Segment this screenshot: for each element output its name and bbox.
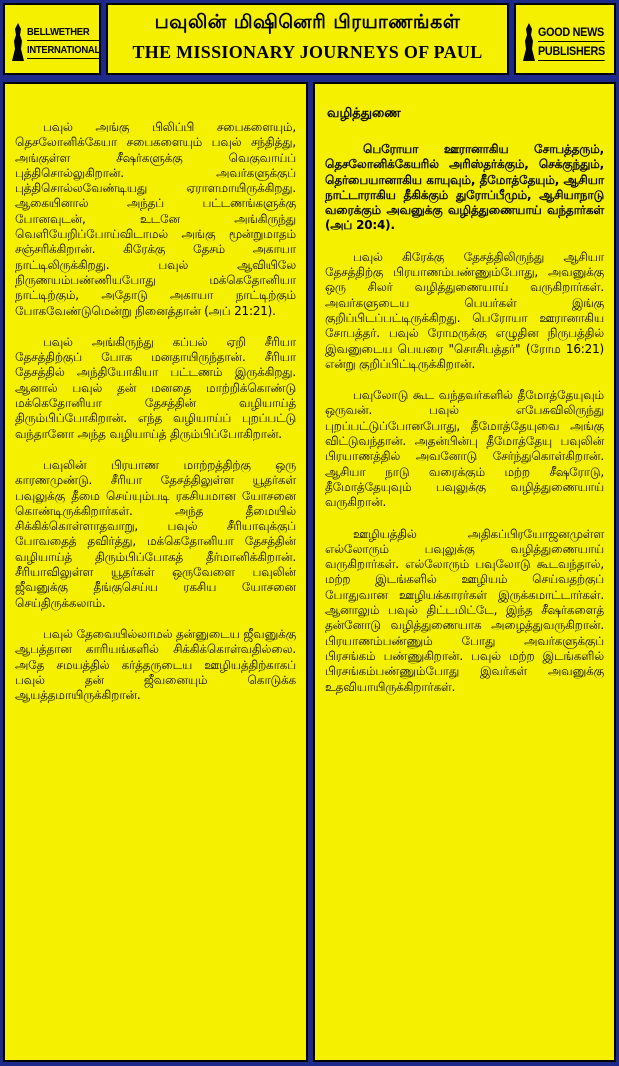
left-paragraph: பவுல் தேவையில்லாமல் தன்னுடைய ஜீவனுக்கு ஆபத்தான காரியங்களில் சிக்கிக்கொள்வதில்லை. அதே சமயத்தில் கர்த்தருடைய ஊழியத்திற்காகப் பவுல் தன் ஜீவனையும் கொடுக்க ஆயத்தமாயிருக்கிறான்.	[15, 626, 296, 703]
bellwether-mark-icon	[11, 21, 25, 63]
left-column	[3, 82, 308, 1062]
logo-left-line1: BELLWETHER	[27, 25, 100, 41]
logo-right-line2: PUBLISHERS	[538, 44, 605, 61]
right-column	[313, 82, 616, 1062]
title-tamil: பவுலின் மிஷினெரி பிரயாணங்கள்	[154, 11, 461, 33]
scripture-quote: பெரோயா ஊரானாகிய சோபத்தரும், தெசலோனிக்கேயரில் அரிஸ்தர்க்கும், செக்குந்தும், தெர்பையானாகிய காயுவும், தீமோத்தேயும், ஆசியா நாட்டாராகிய தீகிக்கும் துரோப்பீமும், ஆசியாநாடு வரைக்கும் அவனுக்கு வழித்துணையாய் வந்தார்கள் (அப் 20:4).	[325, 142, 604, 233]
left-paragraph: பவுல் அங்கு பிலிப்பி சபைகளையும், தெசலோனிக்கேயா சபைகளையும் பவுல் சந்தித்து, அங்குள்ள சீஷர்களுக்கு வெகுவாய்ப் புத்திசொல்லுகிறான். அவர்களுக்குப் புத்திசொல்லவேண்டியது ஏராளமாயிருக்கிறது. ஆகையினால் அந்தப் பட்டணங்களுக்கு போனவுடன், உடனே அங்கிருந்து வெளியேறிப்போய்விடாமல் அங்கு மூன்றுமாதம் சஞ்சரிக்கிறான். கிரேக்கு தேசம் அகாயா நாட்டிலிருக்கிறது. பவுல் ஆவியிலே நிருணயம்பண்ணியபோது மக்கெதோனியா நாட்டிற்கும், அதோடு அகாயா நாட்டிற்கும் போகவேண்டுமென்று நினைத்தான் (அப் 21:21).	[15, 120, 296, 318]
right-paragraph: ஊழியத்தில் அதிகப்பிரயோஜனமுள்ள எல்லோரும் பவுலுக்கு வழித்துணையாய் வருகிறார்கள். எல்லோரும் பவுலோடு கூடவந்தால், மற்ற இடங்களில் ஊழியம் செய்வதற்குப் போதுவான ஊழியக்காரர்கள் இருக்கமாட்டார்கள். ஆனாலும் பவுல் திட்டமிட்டே, இந்த சீஷர்களைத் தன்னோடு வழித்துணையாக அழைத்துவருகிறான். பிரயாணம்பண்ணும் போது அவர்களுக்குப் பிரசங்கம் பண்ணுகிறான். பவுல் மற்ற இடங்களில் பிரசங்கம்பண்ணும்போது இவர்கள் அவனுக்கு உதவியாயிருக்கிறார்கள்.	[325, 526, 604, 694]
logo-right-line1: GOOD NEWS	[538, 25, 605, 42]
right-paragraph: பவுல் கிரேக்கு தேசத்திலிருந்து ஆசியா தேசத்திற்கு பிரயாணம்பண்ணும்போது, அவனுக்கு ஒரு சிலர் வழித்துணையாய் வருகிறார்கள். அவர்களுடைய பெயர்கள் இங்கு குறிப்பிடப்பட்டிருக்கிறது. பெரோயா ஊரானாகிய சோபத்தர். பவுல் ரோமருக்கு எழுதின நிருபத்தில் இவனுடைய பெயரை "சொசிபத்தர்" (ரோம 16:21) என்று குறிப்பிட்டிருக்கிறான்.	[325, 249, 604, 371]
good-news-logo	[514, 3, 616, 75]
section-heading: வழித்துணை	[327, 106, 401, 121]
bellwether-logo	[3, 3, 101, 75]
right-paragraph: பவுலோடு கூட வந்தவர்களில் தீமோத்தேயுவும் ஒருவன். பவுல் எபேசுவிலிருந்து புறப்பட்டுப்போனபோது, தீமோத்தேயுவை அங்கு விட்டுவந்தான். அதன்பின்பு தீமோத்தேயு பவுலின் பிரயாணத்தில் அவனோடு சேர்ந்துகொள்கிறான். ஆசியா நாடு வரைக்கும் மற்ற சீஷரோடு, தீமோத்தேயுவும் பவுலுக்கு வழித்துணையாய் வருகிறான்.	[325, 388, 604, 510]
title-english: THE MISSIONARY JOURNEYS OF PAUL	[132, 42, 483, 62]
logo-left-line2: INTERNATIONAL	[27, 43, 100, 59]
good-news-mark-icon	[522, 21, 536, 63]
left-paragraph: பவுல் அங்கிருந்து கப்பல் ஏறி சீரியா தேசத்திற்குப் போக மனதாயிருந்தான். சீரியா தேசத்தில் அந்தியோகியா பட்டணம் இருக்கிறது. ஆனால் பவுல் தன் மனதை மாற்றிக்கொண்டு மக்கெதோனியா தேசத்தின் வழியாய்த் திரும்பிப்போகிறான். எந்த வழியாய்ப் புறப்பட்டு வந்தானோ அந்த வழியாய்த் திரும்பிப்போகிறான்.	[15, 334, 296, 441]
left-paragraph: பவுலின் பிரயாண மாற்றத்திற்கு ஒரு காரணமுண்டு. சீரியா தேசத்திலுள்ள யூதர்கள் பவுலுக்கு தீமை செய்யும்படி ரகசியமான யோசனை கொண்டிருக்கிறார்கள். அந்த தீமையில் சிக்கிக்கொள்ளாதவாறு, பவுல் சீரியாவுக்குப் போவதைத் தவிர்த்து, மக்கெதோனியா தேசத்தின் வழியாய்த் திரும்பிப்போகத் தீர்மானிக்கிறான். சீரியாவிலுள்ள யூதர்கள் ஒருவேளை பவுலின் ஜீவனுக்கு தீங்குசெய்ய ரகசிய யோசனை செய்திருக்கலாம்.	[15, 457, 296, 610]
page-header	[0, 0, 619, 78]
title-banner	[106, 3, 509, 75]
